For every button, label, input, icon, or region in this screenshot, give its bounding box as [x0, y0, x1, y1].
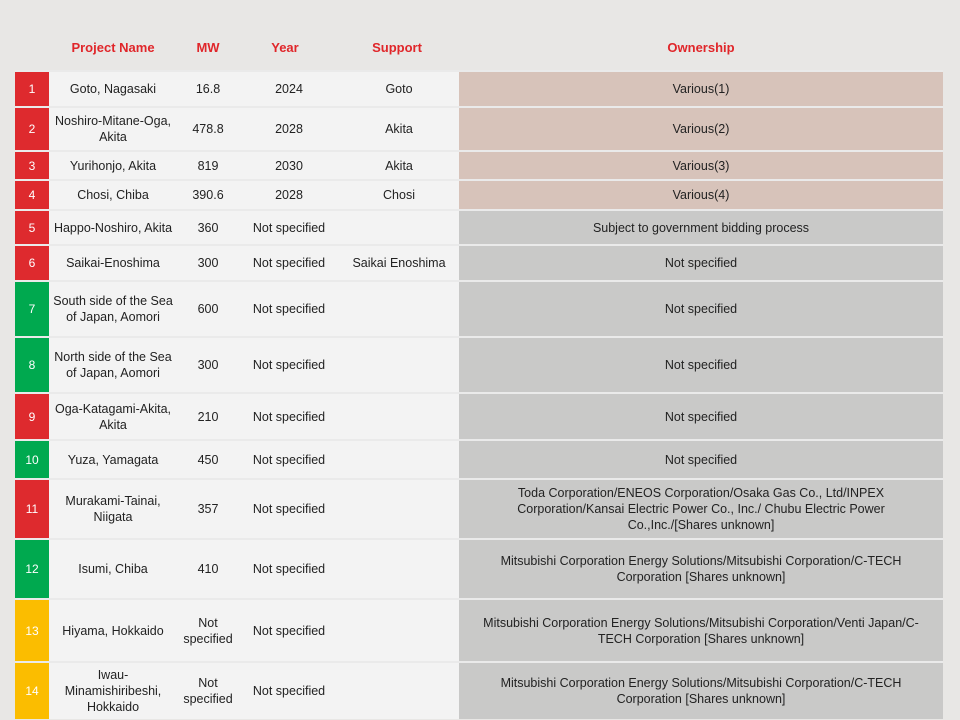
- support-cell: [339, 211, 459, 244]
- year-cell: Not specified: [252, 452, 326, 467]
- row-number: 7: [15, 282, 49, 336]
- ownership-cell: Mitsubishi Corporation Energy Solutions/Mitsubishi Corporation/Venti Japan/C-TECH Corporation [Shares unknown]: [459, 600, 943, 661]
- year-cell: Not specified: [252, 562, 326, 576]
- support-cell: [339, 663, 459, 719]
- mw-cell: Not specified: [183, 615, 233, 646]
- table-row: [15, 106, 943, 150]
- year-cell: Not specified: [252, 623, 326, 638]
- support-cell: Akita: [385, 122, 413, 136]
- projects-table: [15, 70, 943, 719]
- row-number: 9: [15, 394, 49, 439]
- mw-cell: 300: [197, 358, 219, 372]
- row-number: 10: [15, 441, 49, 478]
- year-cell: Not specified: [252, 220, 326, 235]
- ownership-cell: Toda Corporation/ENEOS Corporation/Osaka Gas Co., Ltd/INPEX Corporation/Kansai Electric Power Co., Inc./ Chubu Electric Power Co.,Inc./[Shares unknown]: [459, 480, 943, 538]
- ownership-cell: Not specified: [459, 441, 943, 478]
- table-row: [15, 392, 943, 439]
- year-cell: 2024: [275, 82, 303, 96]
- project-name-cell: Hiyama, Hokkaido: [62, 623, 164, 638]
- project-name-cell: Noshiro-Mitane-Oga, Akita: [54, 114, 171, 144]
- year-cell: Not specified: [252, 684, 326, 698]
- row-number: 1: [15, 72, 49, 106]
- support-cell: Akita: [385, 158, 413, 173]
- project-name-cell: Goto, Nagasaki: [69, 82, 157, 96]
- year-cell: Not specified: [252, 302, 326, 316]
- table-row: [15, 598, 943, 661]
- ownership-cell: Mitsubishi Corporation Energy Solutions/Mitsubishi Corporation/C-TECH Corporation [Shares unknown]: [459, 663, 943, 719]
- table-row: [15, 150, 943, 179]
- project-name-cell: Yurihonjo, Akita: [69, 158, 157, 173]
- year-cell: Not specified: [252, 502, 326, 516]
- support-cell: [339, 600, 459, 661]
- row-number: 12: [15, 540, 49, 598]
- table-row: [15, 439, 943, 478]
- ownership-cell: Not specified: [459, 282, 943, 336]
- table-row: [15, 478, 943, 538]
- project-name-cell: Happo-Noshiro, Akita: [53, 220, 173, 235]
- row-number: 14: [15, 663, 49, 719]
- support-cell: Saikai Enoshima: [352, 256, 446, 270]
- table-row: [15, 244, 943, 280]
- row-number: 11: [15, 480, 49, 538]
- year-cell: 2030: [275, 158, 303, 173]
- project-name-cell: South side of the Sea of Japan, Aomori: [53, 294, 173, 324]
- table-row: [15, 179, 943, 209]
- year-cell: 2028: [275, 188, 303, 202]
- mw-cell: 390.6: [192, 188, 224, 202]
- support-cell: [339, 540, 459, 598]
- support-cell: [339, 480, 459, 538]
- header-mw: MW: [196, 40, 220, 55]
- year-cell: Not specified: [252, 358, 326, 372]
- mw-cell: 357: [197, 502, 219, 516]
- support-cell: Goto: [385, 82, 413, 96]
- mw-cell: 210: [197, 409, 219, 424]
- ownership-cell: Various(4): [459, 181, 943, 209]
- project-name-cell: Yuza, Yamagata: [67, 452, 159, 467]
- year-cell: Not specified: [252, 256, 326, 270]
- table-row: [15, 280, 943, 336]
- row-number: 13: [15, 600, 49, 661]
- support-cell: Chosi: [383, 188, 415, 202]
- table-row: [15, 538, 943, 598]
- support-cell: [339, 394, 459, 439]
- project-name-cell: Oga-Katagami-Akita, Akita: [54, 401, 172, 432]
- ownership-cell: Subject to government bidding process: [459, 211, 943, 244]
- mw-cell: 478.8: [192, 122, 224, 136]
- table-row: [15, 70, 943, 106]
- mw-cell: 819: [197, 158, 219, 173]
- project-name-cell: North side of the Sea of Japan, Aomori: [54, 350, 172, 380]
- support-cell: [339, 441, 459, 478]
- project-name-cell: Iwau-Minamishiribeshi, Hokkaido: [64, 668, 162, 714]
- mw-cell: 300: [197, 256, 219, 270]
- year-cell: 2028: [275, 122, 303, 136]
- table-row: [15, 209, 943, 244]
- header-year: Year: [271, 40, 299, 55]
- table-row: [15, 336, 943, 392]
- table-header: [0, 30, 960, 66]
- mw-cell: 600: [197, 302, 219, 316]
- year-cell: Not specified: [252, 409, 326, 424]
- ownership-cell: Not specified: [459, 338, 943, 392]
- header-project-name: Project Name: [71, 40, 155, 55]
- mw-cell: Not specified: [183, 676, 233, 706]
- mw-cell: 360: [197, 220, 219, 235]
- project-name-cell: Murakami-Tainai, Niigata: [65, 494, 161, 524]
- ownership-cell: Mitsubishi Corporation Energy Solutions/Mitsubishi Corporation/C-TECH Corporation [Shares unknown]: [459, 540, 943, 598]
- row-number: 6: [15, 246, 49, 280]
- project-name-cell: Chosi, Chiba: [77, 188, 149, 202]
- project-name-cell: Isumi, Chiba: [78, 562, 148, 576]
- support-cell: [339, 282, 459, 336]
- row-number: 5: [15, 211, 49, 244]
- ownership-cell: Various(3): [459, 152, 943, 179]
- row-number: 3: [15, 152, 49, 179]
- header-support: Support: [372, 40, 422, 55]
- ownership-cell: Various(1): [459, 72, 943, 106]
- support-cell: [339, 338, 459, 392]
- ownership-cell: Not specified: [459, 246, 943, 280]
- mw-cell: 410: [197, 562, 219, 576]
- ownership-cell: Not specified: [459, 394, 943, 439]
- project-name-cell: Saikai-Enoshima: [66, 256, 160, 270]
- header-ownership: Ownership: [667, 40, 735, 55]
- row-number: 2: [15, 108, 49, 150]
- table-row: [15, 661, 943, 719]
- row-number: 8: [15, 338, 49, 392]
- mw-cell: 450: [197, 452, 219, 467]
- ownership-cell: Various(2): [459, 108, 943, 150]
- mw-cell: 16.8: [195, 82, 221, 96]
- row-number: 4: [15, 181, 49, 209]
